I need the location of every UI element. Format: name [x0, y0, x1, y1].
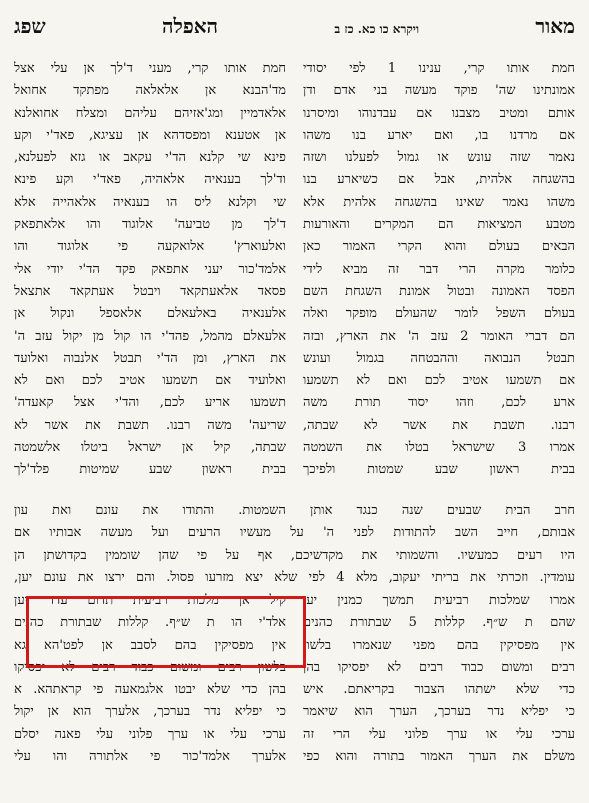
- page-header: [14, 14, 575, 42]
- text-line: שבתה, קיל אן ישראל ביטלו אלשמטה: [14, 440, 286, 456]
- text-line: בהשגחה אלהית, אבל אם כשיארע בנו: [303, 172, 575, 188]
- text-line: עומדין. וזכרתי את בריתי יעקוב, מלא 4 לפי שלא יצא מזרעו פסול. והם ירצו את עונם יען,: [14, 569, 575, 585]
- text-line: הפסד האמונה ובטול אמונת השגחת השם: [303, 283, 575, 299]
- text-line: אמרו שמלכות רביעית תמשך כמנין יען: [303, 593, 575, 608]
- hebrew-column: [303, 58, 575, 482]
- text-line: מטבע המציאות הם המקרים והאורעות: [303, 217, 575, 233]
- text-line: כדי שלא ישתהו הצבור בקריאתם. איש: [303, 682, 575, 698]
- text-line: חמת אותו קרי, מעני ד'לך אן עלי אצל: [14, 61, 286, 76]
- text-line: שהם ת ש״ף. קללות 5 שבתורת כהנים: [303, 615, 575, 631]
- text-line: בעולם השפל לומר שהעולם מופקר ואלה: [303, 306, 575, 322]
- text-line: אותם ומטיב מצבנו אם עבדנוהו ומיסרנו: [303, 105, 575, 121]
- judeo-arabic-column: [14, 58, 286, 482]
- text-line: חרב הבית שבעים שנה כנגד אותן השמטות. והתודו את עונם ואת עון: [14, 503, 575, 518]
- text-line: הם דברי האומר 2 עזב ה' את הארץ, ובזה: [303, 328, 575, 344]
- text-line: משלם את הערך האמור בתורה והוא כפי: [303, 749, 575, 765]
- text-line: מד'הבנא אן אלאלאה מפתקד אחואל: [14, 83, 286, 99]
- text-line: ואלועיד אם תשמעו אטיב לכם ואם לא: [14, 373, 286, 389]
- text-line: בבית ראשון שבע שמטות ולפיכך: [303, 462, 575, 478]
- text-line: משהו נאמר שאינו בהשגחה אלהית אלא: [303, 194, 575, 210]
- header-verse-reference: ויקרא כו כא. כז ב: [334, 22, 420, 36]
- text-line: וד'לך בענאיה אלאהיה, פאד'י וקע פינא: [14, 172, 286, 188]
- text-line: אין מפסיקין בהם לסבב אן לפט'הא גא: [14, 637, 286, 653]
- text-line: אלד'י הו ת ש״ף. קללות שבתורת כהנים: [14, 615, 286, 631]
- text-line: בלשון רבים ומשום כבוד רבים לא יפסיקו: [14, 659, 286, 675]
- text-line: ואלעוארץ' אלואקעה פי אלוגוד והו: [14, 239, 286, 255]
- text-line: הבאים בעולם והוא הקרי האמור כאן: [303, 239, 575, 255]
- text-line: כי יפליא נדר בערכך, אלערך הוא אן יקול: [14, 704, 286, 720]
- text-line: אלענאיה באלעאלם אלאספל ונקול אן: [14, 306, 286, 322]
- text-line: ארע לכם, וזהו יסוד תורת משה: [303, 395, 575, 411]
- text-line: קיל אן מלכות רביעית תדום עדד יען: [14, 593, 286, 608]
- text-line: כי יפליא נדר בערכך, הערך הוא שיאמר: [303, 704, 575, 720]
- text-line: אין מפסיקין בהם מפני שנאמרו בלשון: [303, 637, 575, 653]
- text-line: שריעה' משה רבנו. תשבת את אשר לא: [14, 417, 286, 433]
- text-line: אמרו 3 שישראל בטלו את השמטה: [303, 440, 575, 456]
- text-line: אלמד'כור יעני אתפאק פקד הד'י יודי אלי: [14, 261, 286, 277]
- text-line: תשמעו אריע לכם, והד'י אצל קאעדה': [14, 395, 286, 411]
- text-line: אבותם, חייב השב להתודות לפני ה' על מעשיו הרעים ועל מעשה אבותיו אם: [14, 525, 575, 541]
- text-line: פסאד אלאעתקאד ויבטל אעתקאד אתצאל: [14, 283, 286, 299]
- text-line: ד'לך מן טביעה' אלוגוד והו אלאתפאק: [14, 217, 286, 233]
- text-line: רבנו. תשבת את אשר לא שבתה,: [303, 417, 575, 433]
- text-line: אלאדמיין ומג'אזיהם עליהם ומצלח אחואלנא: [14, 105, 286, 121]
- text-line: אן אטענא ומפסדהא אן עציגא, פאד'י וקע: [14, 127, 286, 143]
- text-line: היו רעים כמעשיו. והשמותי את מקדשיכם, אף על פי שהן שוממין בקדושתן הן: [14, 547, 575, 563]
- text-line: אם תשמעו אטיב לכם ואם לא תשמעו: [303, 373, 575, 389]
- hebrew-column-bottom: [303, 590, 575, 768]
- text-line: רבים ומשום כבוד רבים לא יפסיקו בהן: [303, 659, 575, 675]
- judeo-arabic-column-bottom: [14, 590, 286, 768]
- text-line: בבית ראשון שבע שמיטות פלד'לך: [14, 462, 286, 478]
- text-line: חמת אותו קרי, ענינו 1 לפי יסודי: [303, 61, 575, 76]
- header-page-number: שפג: [14, 14, 46, 38]
- text-line: כלומר מקרה הרי דבר זה מביא לידי: [303, 261, 575, 277]
- text-line: אם מרדנו בו, ואם יארע בנו משהו: [303, 127, 575, 143]
- header-book-title: מאור: [535, 14, 575, 38]
- text-line: בהן כדי שלא יבטו אלגמאעה פי קראתהא. א: [14, 682, 286, 698]
- full-width-paragraph: [14, 500, 575, 589]
- text-line: אלערך אלמד'כור פי אלתורה והו עלי: [14, 749, 286, 765]
- text-line: נאמר שזה עונש או גמול לפעלנו ושזה: [303, 150, 575, 166]
- text-line: אלעאלם מהמל, פהד'י הו קול מן יקול עזב ה': [14, 328, 286, 344]
- header-work-title: האפלה: [161, 14, 219, 38]
- text-line: שי וקלנא ליס הו בענאיה אלאהייה אלא: [14, 194, 286, 210]
- text-line: אמונתינו שה' פוקד מעשה בני אדם ודן: [303, 83, 575, 99]
- text-line: ערכי עלי או ערך פלוני עלי פאנה יסלם: [14, 726, 286, 742]
- text-line: פינא שי קלנא הד'י עקאב או גזא לפעלנא,: [14, 150, 286, 166]
- text-line: את הארץ, ומן הד'י תבטל אלנבוה ואלועד: [14, 350, 286, 366]
- text-line: תבטל הנבואה וההבטחה בגמול ועונש: [303, 350, 575, 366]
- text-line: ערכי עלי או ערך פלוני עלי הרי זה: [303, 726, 575, 742]
